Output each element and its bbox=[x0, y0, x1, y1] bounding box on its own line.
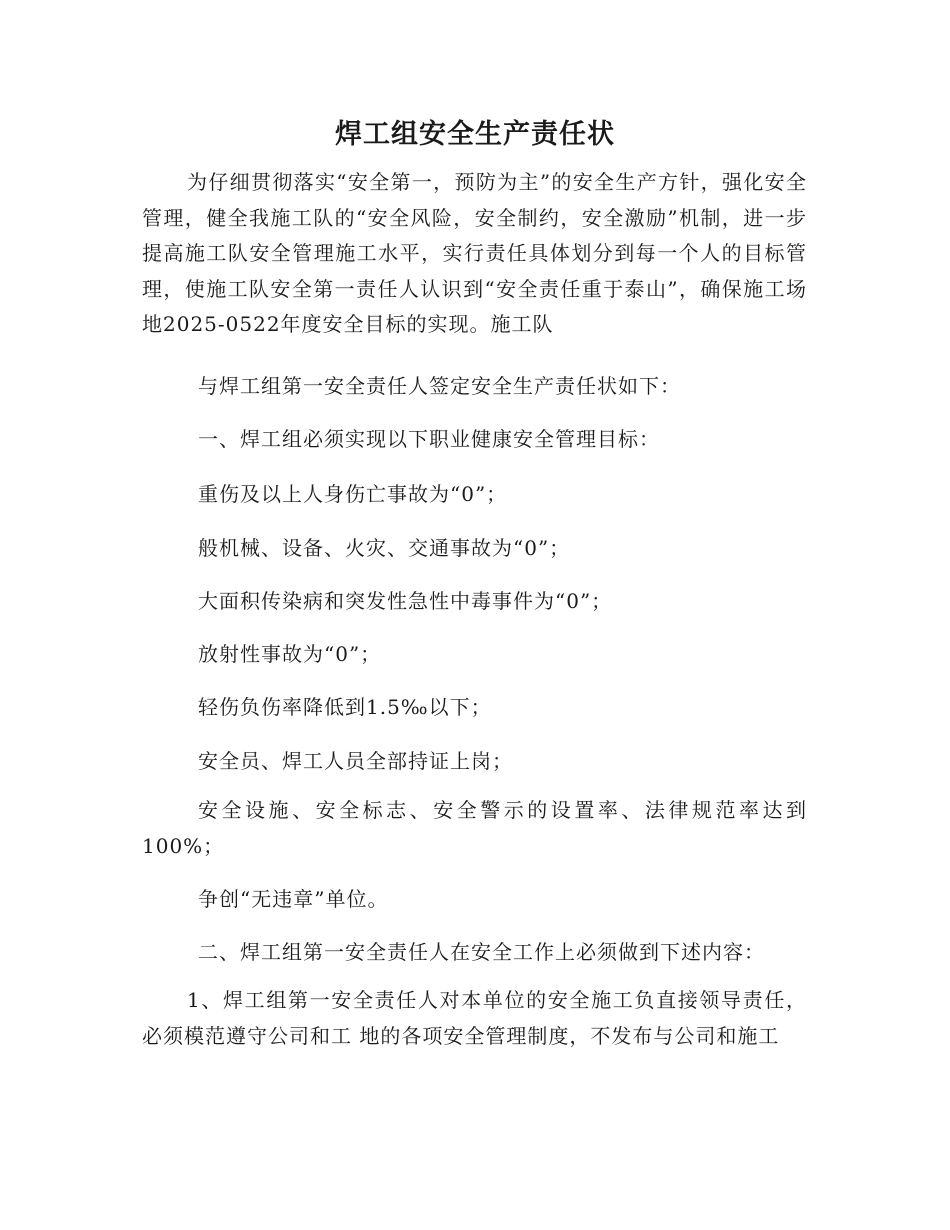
goal-item: 重伤及以上人身伤亡事故为“0”； bbox=[198, 482, 508, 506]
goal-item: 放射性事故为“0”； bbox=[198, 642, 382, 666]
goal-item: 般机械、设备、火灾、交通事故为“0”； bbox=[198, 536, 571, 560]
goal-item: 大面积传染病和突发性急性中毒事件为“0”； bbox=[198, 589, 613, 613]
sign-line: 与焊工组第一安全责任人签定安全生产责任状如下： bbox=[198, 374, 681, 398]
document-title: 焊工组安全生产责任状 bbox=[335, 119, 615, 150]
goal-unit: 争创“无违章”单位。 bbox=[198, 887, 389, 911]
goal-facilities: 安全设施、安全标志、安全警示的设置率、法律规范率达到100%； bbox=[142, 798, 807, 858]
section-2-heading: 二、焊工组第一安全责任人在安全工作上必须做到下述内容： bbox=[198, 940, 765, 964]
goal-item: 轻伤负伤率降低到1.5‰以下； bbox=[198, 695, 492, 719]
item-1-paragraph: 1、焊工组第一安全责任人对本单位的安全施工负直接领导责任，必须模范遵守公司和工 地的各项安全管理制度，不发布与公司和施工 bbox=[142, 988, 807, 1048]
intro-paragraph: 为仔细贯彻落实“安全第一，预防为主”的安全生产方针，强化安全管理，健全我施工队的“安全风险，安全制约，安全激励”机制，进一步提高施工队安全管理施工水平，实行责任具体划分到每一个人的目标管理，使施工队安全第一责任人认识到“安全责任重于泰山”，确保施工场地2025-0522年度安全目标的实现。施工队 bbox=[142, 170, 807, 336]
section-1-heading: 一、焊工组必须实现以下职业健康安全管理目标： bbox=[198, 427, 660, 451]
goal-item: 安全员、焊工人员全部持证上岗； bbox=[198, 749, 513, 773]
